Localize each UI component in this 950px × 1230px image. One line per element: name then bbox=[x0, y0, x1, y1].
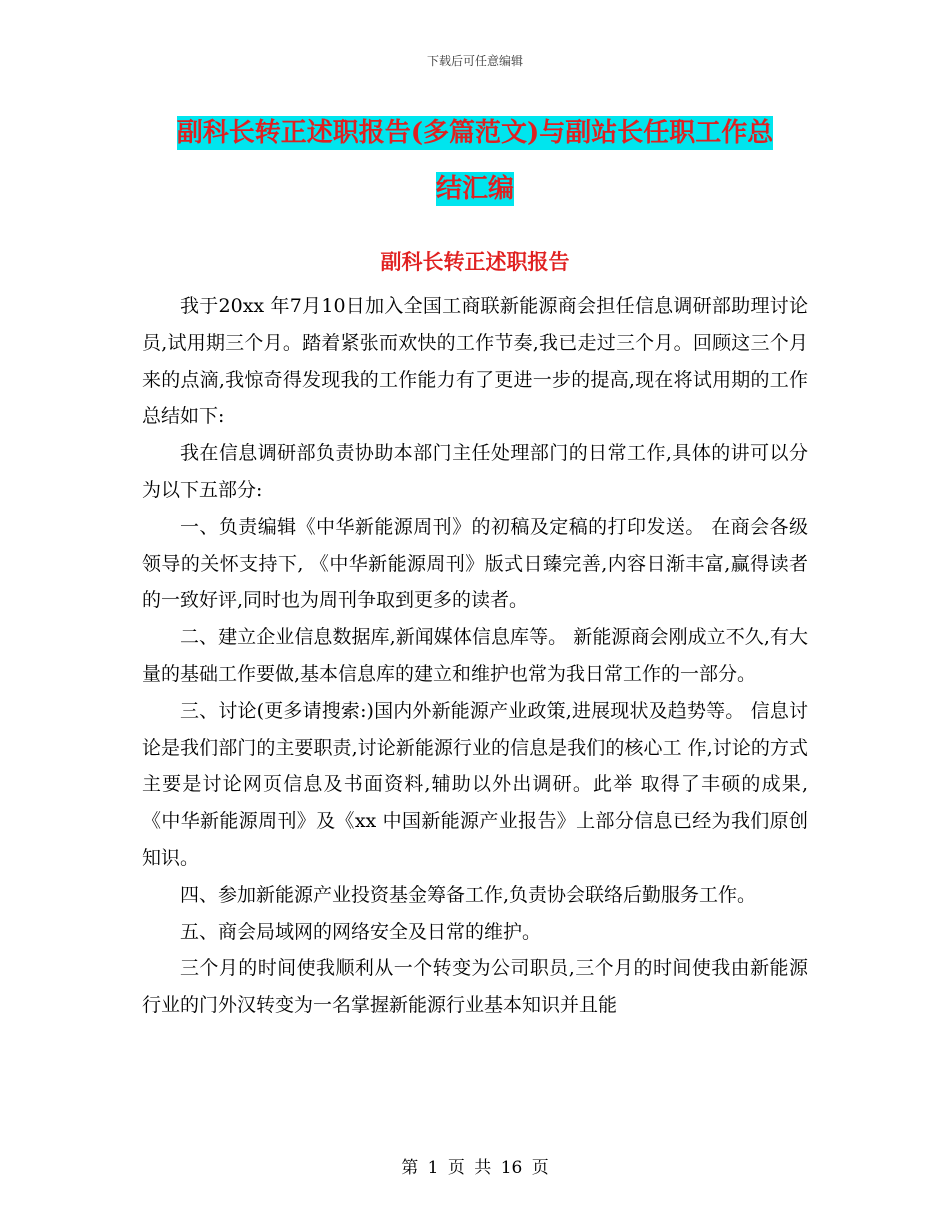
document-title-line-1: 副科长转正述职报告(多篇范文)与副站长任职工作总 bbox=[176, 118, 774, 148]
document-title bbox=[150, 105, 800, 217]
paragraph: 三、讨论(更多请搜索:)国内外新能源产业政策,进展现状及趋势等。 信息讨论是我们部门的主要职责,讨论新能源行业的信息是我们的核心工 作,讨论的方式主要是讨论网页信息及书面资料,辅助以外出调研。此举 取得了丰硕的成果, 《中华新能源周刊》及《xx 中国新能源产业报告》上部分信息已经为我们原创知识。 bbox=[142, 699, 808, 869]
page-footer-page-number: 第 1 页 共 16 页 bbox=[401, 1158, 549, 1178]
document-title-line-2: 结汇编 bbox=[435, 174, 514, 204]
paragraph: 二、建立企业信息数据库,新闻媒体信息库等。 新能源商会刚成立不久,有大量的基础工作要做,基本信息库的建立和维护也常为我日常工作的一部分。 bbox=[142, 626, 808, 685]
section-title: 副科长转正述职报告 bbox=[380, 249, 570, 274]
paragraph: 三个月的时间使我顺利从一个转变为公司职员,三个月的时间使我由新能源行业的门外汉转变为一名掌握新能源行业基本知识并且能 bbox=[142, 957, 808, 1017]
paragraph: 我于20xx 年7月10日加入全国工商联新能源商会担任信息调研部助理讨论员,试用期三个月。踏着紧张而欢快的工作节奏,我已走过三个月。回顾这三个月来的点滴,我惊奇得发现我的工作能力有了更进一步的提高,现在将试用期的工作总结如下: bbox=[142, 295, 808, 428]
page-header-note: 下载后可任意编辑 bbox=[426, 54, 523, 68]
paragraph: 一、负责编辑《中华新能源周刊》的初稿及定稿的打印发送。 在商会各级领导的关怀支持下, 《中华新能源周刊》版式日臻完善,内容日渐丰富,赢得读者的一致好评,同时也为周刊争取到更多的读者。 bbox=[142, 515, 808, 612]
paragraph: 五、商会局域网的网络安全及日常的维护。 bbox=[180, 920, 542, 943]
paragraph: 四、参加新能源产业投资基金筹备工作,负责协会联络后勤服务工作。 bbox=[180, 883, 757, 906]
document-body bbox=[142, 288, 808, 1024]
paragraph: 我在信息调研部负责协助本部门主任处理部门的日常工作,具体的讲可以分为以下五部分: bbox=[142, 442, 808, 501]
